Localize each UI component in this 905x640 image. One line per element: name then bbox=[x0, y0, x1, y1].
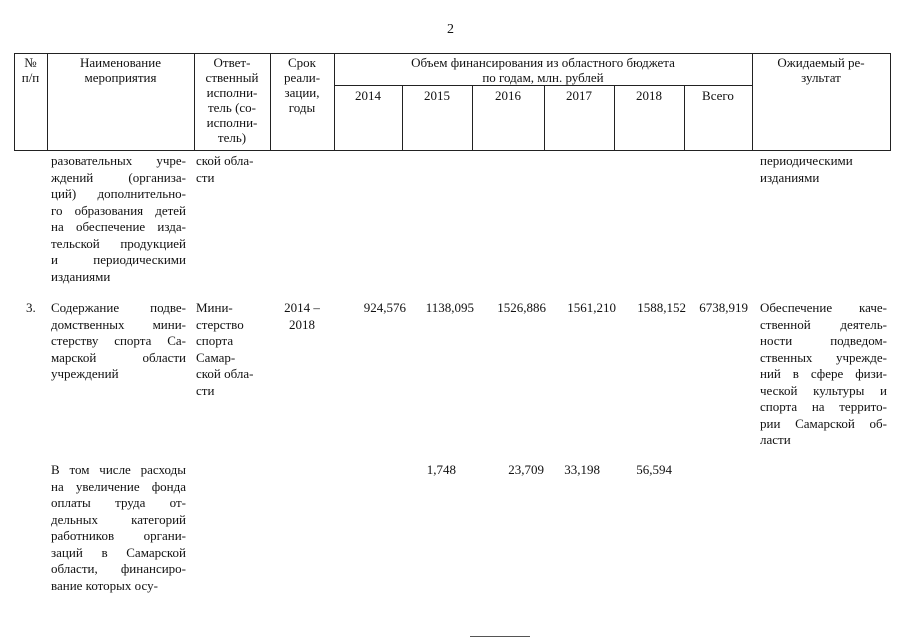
header-year-2015: 2015 bbox=[424, 88, 450, 103]
header-term: Срок реали- зации, годы bbox=[283, 55, 321, 115]
header-year-2016: 2016 bbox=[495, 88, 521, 103]
header-executor: Ответ- ственный исполни- тель (со- исполни- тель) bbox=[205, 55, 259, 145]
header-year-2017: 2017 bbox=[566, 88, 592, 103]
page-number: 2 bbox=[447, 22, 454, 37]
row2-value-2015: 1138,095 bbox=[425, 300, 474, 315]
row3-value-2017: 33,198 bbox=[564, 462, 600, 477]
row3-name: В том числе расходы на увеличение фонда оплаты труда от- дельных категорий работников органи- заций в Самарской области, финансиро- вание которых осу- bbox=[51, 462, 186, 593]
row3-value-2015: 1,748 bbox=[426, 462, 456, 477]
row2-value-2016: 1526,886 bbox=[497, 300, 546, 315]
row2-executor: Мини- стерство спорта Самар- ской обла- сти bbox=[196, 300, 254, 398]
row1-result: периодическими изданиями bbox=[760, 153, 853, 185]
table-header bbox=[14, 53, 890, 151]
row2-value-2018: 1588,152 bbox=[637, 300, 686, 315]
header-name: Наименование мероприятия bbox=[80, 55, 161, 85]
row2-result: Обеспечение каче- ственной деятель- ности подведом- ственных учрежде- ний в сфере физи- ческой культуры и спорта на террито- рии Самарской об- ласти bbox=[760, 300, 887, 447]
row1-executor: ской обла- сти bbox=[196, 153, 254, 185]
header-result: Ожидаемый ре- зультат bbox=[777, 55, 865, 85]
row2-value-total: 6738,919 bbox=[699, 300, 748, 315]
row2-term: 2014 – 2018 bbox=[284, 300, 320, 332]
row2-name: Содержание подве- домственных мини- стерству спорта Са- марской области учреждений bbox=[51, 300, 186, 381]
row2-number: 3. bbox=[26, 300, 36, 315]
row2-value-2014: 924,576 bbox=[363, 300, 406, 315]
header-total: Всего bbox=[702, 88, 734, 103]
row2-value-2017: 1561,210 bbox=[567, 300, 616, 315]
header-year-2018: 2018 bbox=[636, 88, 662, 103]
header-year-2014: 2014 bbox=[355, 88, 381, 103]
row1-name: разовательных учре- ждений (организа- ций) дополнительно- го образования детей на обеспечение изда- тельской продукцией и периодическими изданиями bbox=[51, 153, 186, 284]
header-no: № п/п bbox=[21, 55, 40, 85]
row3-value-2018: 56,594 bbox=[636, 462, 672, 477]
bottom-scan-mark bbox=[470, 636, 530, 637]
header-funding: Объем финансирования из областного бюджета по годам, млн. рублей bbox=[411, 55, 675, 85]
row3-value-2016: 23,709 bbox=[508, 462, 544, 477]
